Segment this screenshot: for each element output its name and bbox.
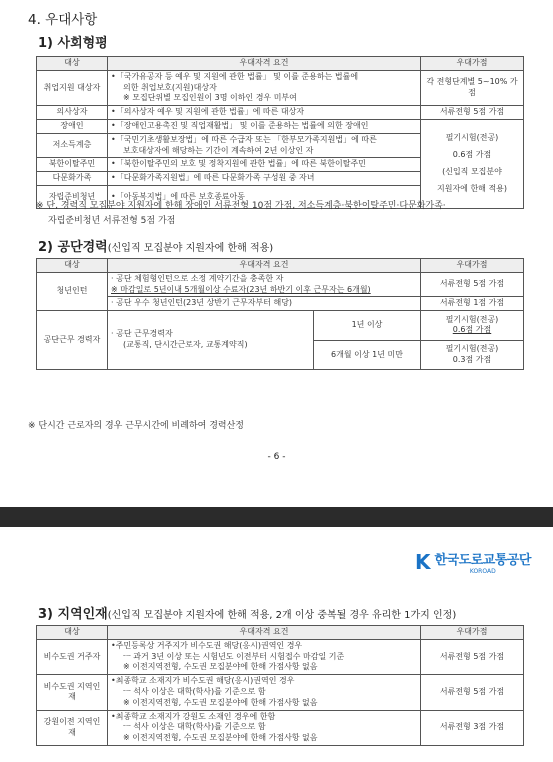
req-line: 보호대상자에 해당하는 기간이 계속하여 2년 이상인 자	[123, 145, 314, 155]
subsection-title-social-equity: 1) 사회형평	[38, 36, 108, 51]
req-line: •최종학교 소재지가 강원도 소재인 경우에 한함	[111, 711, 276, 721]
requirement-cell	[108, 710, 421, 745]
table-row	[37, 311, 524, 341]
koroad-logo-icon: K	[415, 550, 431, 574]
requirement-cell: · 공단 우수 청년인턴(23년 상반기 근무자부터 해당)	[108, 297, 421, 311]
regional-table	[36, 625, 524, 746]
req-line: ※ 마감일로 5년이내 5개월이상 수료자(23년 하반기 이후 근무자는 6개월)	[111, 284, 371, 294]
career-subtitle: (신입직 모집분야 지원자에 한해 적용)	[107, 243, 274, 254]
requirement-cell	[108, 70, 421, 105]
shared-points-cell	[421, 119, 524, 208]
requirement-cell: •「의사상자 예우 및 지원에 관한 법률」에 따른 대상자	[108, 106, 421, 120]
points-line: 0.6점 가점	[452, 325, 492, 335]
req-line: •최종학교 소재지가 비수도권 해당(응시)권역인 경우	[111, 676, 295, 686]
table-row	[37, 70, 524, 105]
table-header: 우대가점	[421, 626, 524, 640]
requirement-cell	[108, 272, 421, 297]
table-header: 우대자격 요건	[108, 626, 421, 640]
table-row	[37, 710, 524, 745]
req-line: •주민등록상 거주지가 비수도권 해당(응시)권역인 경우	[111, 640, 303, 650]
logo-en: KOROAD	[469, 568, 496, 575]
points-cell: 서류전형 1점 가점	[421, 297, 524, 311]
req-line: 의한 취업보호(지원)대상자	[123, 82, 217, 92]
points-line: (신입직 모집분야	[442, 166, 502, 176]
target-cell: 청년인턴	[37, 272, 108, 310]
table-row	[37, 106, 524, 120]
req-line: · 공단 체험형인턴으로 소정 계약기간을 충족한 자	[111, 273, 284, 283]
points-cell: 서류전형 5점 가점	[421, 272, 524, 297]
requirement-cell: •「다문화가족지원법」에 따른 다문화가족 구성원 중 자녀	[108, 172, 421, 186]
req-line: ※ 모집단위별 모집인원이 3명 이하인 경우 미부여	[123, 93, 297, 103]
points-line: 0.6점 가점	[452, 150, 492, 160]
footnote-continued: 자립준비청년 서류전형 5점 가점	[48, 216, 176, 226]
requirement-cell: •「장애인고용촉진 및 직업재활법」 및 이를 준용하는 법률에 의한 장애인	[108, 119, 421, 133]
table-header: 대상	[37, 57, 108, 71]
target-cell: 강원이전 지역인재	[37, 710, 108, 745]
table-header: 대상	[37, 626, 108, 640]
requirement-cell	[108, 311, 314, 370]
points-cell	[421, 340, 524, 370]
target-cell: 다문화가족	[37, 172, 108, 186]
points-cell: 서류전형 5점 가점	[421, 106, 524, 120]
table-row	[37, 675, 524, 710]
career-table	[36, 258, 524, 370]
page-number: - 6 -	[267, 452, 286, 462]
period-cell: 1년 이상	[314, 311, 421, 341]
points-line: 필기시험(전공)	[445, 344, 499, 354]
req-line: (교통직, 단시간근로자, 교통계약직)	[123, 340, 248, 350]
page-separator	[0, 507, 553, 527]
koroad-logo	[415, 549, 531, 575]
table-header: 우대자격 요건	[108, 259, 421, 273]
table-row	[37, 119, 524, 133]
requirement-cell	[108, 675, 421, 710]
section-heading: 4. 우대사항	[28, 12, 98, 28]
points-cell	[421, 311, 524, 341]
requirement-cell: •「북한이탈주민의 보호 및 정착지원에 관한 법률」에 따른 북한이탈주민	[108, 158, 421, 172]
target-cell: 비수도권 지역인재	[37, 675, 108, 710]
target-cell: 비수도권 거주자	[37, 639, 108, 674]
period-cell: 6개월 이상 1년 미만	[314, 340, 421, 370]
req-line: ※ 이전지역전형, 수도권 모집분야에 한해 가점사항 없음	[123, 662, 318, 672]
req-line: ※ 이전지역전형, 수도권 모집분야에 한해 가점사항 없음	[123, 733, 318, 743]
table-row	[37, 639, 524, 674]
career-title: 2) 공단경력	[38, 240, 108, 255]
requirement-cell: •「아동복지법」에 따른 보호종료아동	[108, 185, 421, 208]
points-cell: 각 전형단계별 5~10% 가점	[421, 70, 524, 105]
target-cell: 공단근무 경력자	[37, 311, 108, 370]
req-line: ㅡ 과거 3년 이상 또는 시험년도 이전부터 시험접수 마감일 기준	[123, 651, 345, 661]
document-page-7	[0, 527, 553, 762]
target-cell: 자립준비청년	[37, 185, 108, 208]
points-line: 필기시험(전공)	[445, 314, 499, 324]
table-header: 우대가점	[421, 259, 524, 273]
target-cell: 저소득계층	[37, 133, 108, 158]
req-line: ※ 이전지역전형, 수도권 모집분야에 한해 가점사항 없음	[123, 697, 318, 707]
requirement-cell	[108, 639, 421, 674]
points-cell: 서류전형 5점 가점	[421, 675, 524, 710]
req-line: ㅡ 석사 이상은 대학(학사)를 기준으로 함	[123, 722, 266, 732]
points-cell: 서류전형 5점 가점	[421, 639, 524, 674]
target-cell: 의사상자	[37, 106, 108, 120]
table-header: 대상	[37, 259, 108, 273]
logo-name: 한국도로교통공단	[434, 553, 531, 568]
requirement-cell	[108, 133, 421, 158]
table-header: 우대자격 요건	[108, 57, 421, 71]
req-line: •「국민기초생활보장법」에 따른 수급자 또는 「한부모가족지원법」에 따른	[111, 134, 377, 144]
social-equity-table	[36, 56, 524, 209]
target-cell: 취업지원 대상자	[37, 70, 108, 105]
subsection-title-career	[38, 236, 273, 255]
footnote: ※ 단시간 근로자의 경우 근무시간에 비례하여 경력산정	[28, 421, 244, 431]
points-line: 필기시험(전공)	[445, 133, 499, 143]
footnote: ※ 단, 경력직 모집분야 지원자에 한해 장애인 서류전형 10점 가점, 저소득계층·북한이탈주민·다문화가족·	[36, 201, 446, 211]
points-cell: 서류전형 3점 가점	[421, 710, 524, 745]
subsection-title-regional	[38, 603, 456, 622]
target-cell: 북한이탈주민	[37, 158, 108, 172]
target-cell: 장애인	[37, 119, 108, 133]
table-row	[37, 297, 524, 311]
points-line: 지원자에 한해 적용)	[436, 183, 508, 193]
table-row	[37, 272, 524, 297]
req-line: · 공단 근무경력자	[111, 329, 173, 339]
table-header: 우대가점	[421, 57, 524, 71]
req-line: •「국가유공자 등 예우 및 지원에 관한 법률」 및 이를 준용하는 법률에	[111, 71, 359, 81]
regional-subtitle: (신입직 모집분야 지원자에 한해 적용, 2개 이상 중복될 경우 유리한 1가지 인정)	[107, 610, 457, 621]
regional-title: 3) 지역인재	[38, 607, 108, 622]
req-line: ㅡ 석사 이상은 대학(학사)를 기준으로 함	[123, 686, 266, 696]
points-line: 0.3점 가점	[452, 354, 492, 364]
